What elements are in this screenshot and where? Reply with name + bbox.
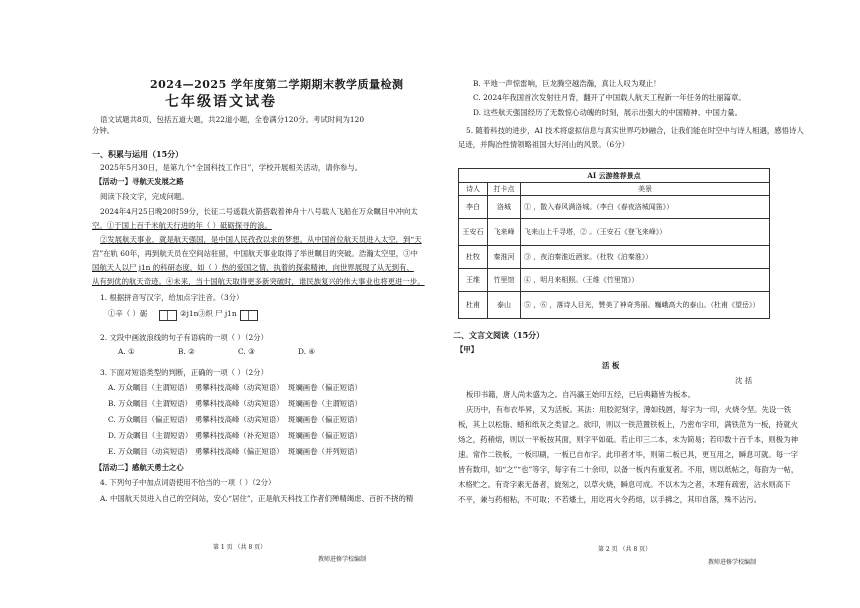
q4-option-b[interactable]: B. 平地一声惊雷响，巨龙腾空越浩瀚，真让人叹为观止！ [473,79,661,88]
scene-cell[interactable]: ④ ，明月来相照。（王维《竹里馆》） [521,269,770,292]
q3-option-c-part-3: 斑斓画卷（偏正短语） [288,415,362,424]
classical-line-7: 木格贮之。有奇字素无备者，旋刻之，以草火烧，瞬息可成。不以木为之者，木理有疏密，沾水则高下 [458,480,791,489]
q3-option-b-part-2: 勇攀科技高峰（动宾短语） [195,399,284,408]
q4-option-c[interactable]: C. 2024年我国首次发射往月背，翻开了中国载人航天工程新一年任务的壮丽篇章。 [473,93,746,102]
passage-line-2: 空。①于国上百千米航天行进的年（ ）砥砺探寻的浪。 [92,221,272,230]
poet-cell: 王维 [459,269,488,292]
question-3: 3. 下面对短语类型的判断，正确的一项（ ）（2分） [100,368,268,377]
q2-option-b[interactable]: B. ② [178,347,195,356]
q2-option-c[interactable]: C. ③ [238,347,255,356]
poet-cell: 李白 [459,196,488,219]
passage-line-3: ②发展航天事业，就是航天强国，是中国人民孜孜以求的梦想。从中国首位航天员进入太空，到“天 [100,235,422,244]
question-1: 1. 根据拼音写汉字，给加点字注音。（3分） [100,293,244,302]
q3-option-c-part-2: 勇攀科技高峰（动宾短语） [195,415,284,424]
table-row [459,196,770,219]
q3-option-e-part-3: 斑斓画卷（并列短语） [288,447,362,456]
question-5-line-2: 足迹，并陶冶性情领略祖国大好河山的风景。（6分） [458,140,629,149]
q2-option-a[interactable]: A. ① [118,347,135,356]
ai-tour-table [458,168,770,319]
spot-cell: 竹里馆 [488,269,521,292]
q3-option-c-part-1[interactable]: C. 万众瞩目（偏正短语） [108,415,192,424]
intro-line-2: 分钟。 [92,126,115,135]
page-right [430,0,860,608]
scene-cell[interactable]: ⑤ ，⑥ ，落诗人目光，赞美了神奇秀丽、巍峨高大的泰山。（杜甫《望岳》） [521,292,770,319]
q4-option-a[interactable]: A. 中国航天员进入自己的空间站，安心“居住”，正是航天科技工作者们殚精竭虑、百折不挠的精 [100,494,414,503]
activity-1-heading: 【活动一】寻航天发展之路 [95,177,184,186]
passage-author: 沈 括 [735,376,753,385]
poet-cell: 杜甫 [459,292,488,319]
passage-jia-label: 【甲】 [456,345,479,354]
page-footer-left: 第 1 页 （共 8 页） [213,544,267,551]
activity-prompt: 2025年5月30日，是第九个“全国科技工作日”，学校开展相关活动，请你参与。 [100,163,363,172]
table-row [459,292,770,319]
exam-title: 2024—2025 学年度第二学期期末教学质量检测 [150,78,404,91]
activity-2-heading: 【活动二】感航天勇士之心 [95,463,184,472]
passage-text-1: 2024年4月25日晚20时59分，长征二号遥载火箭搭载着神舟十八号载人飞船在万众瞩目中冲向太 [100,207,418,216]
classical-line-5: 速。常作二铁板，一板印刷，一板已自布字。此印者才毕，则第二板已具，更互用之，瞬息可就。每一字 [458,450,798,459]
q1-write-box-2[interactable] [240,310,258,321]
section-2-heading: 二、文言文阅读（15分） [453,330,545,340]
classical-line-8: 不平，兼与药相粘，不可取；不若燔土，用讫再火令药熔，以手拂之，其印自落，殊不沾污。 [458,495,762,504]
spot-cell: 洛城 [488,196,521,219]
q3-option-b-part-3: 斑斓画卷（主谓短语） [288,399,362,408]
table-header-poet: 诗人 [459,183,488,196]
q1-item-1: ①辛（ ）砺 [108,309,148,318]
question-4: 4. 下列句子中加点词语使用不恰当的一项（ ）（2分） [100,478,276,487]
scene-cell[interactable]: ③ ，夜泊秦淮近酒家。（杜牧《泊秦淮》） [521,246,770,269]
q3-option-a-part-2: 勇攀科技高峰（动宾短语） [195,383,284,392]
q1-item-2: ②j1n [180,309,199,318]
question-5-line-1: 5. 随着科技的进步，AI 技术将虚拟信息与真实世界巧妙融合，让我们能在时空中与诗人相遇，感悟诗人 [466,126,804,135]
q3-option-d-part-3: 斑斓画卷（偏正短语） [288,431,362,440]
q1-item-3: ③炽 尸 j1n [198,309,237,318]
page-footer-right: 第 2 页 （共 8 页） [598,546,652,553]
passage-line-6: 从有到优的航天奇迹。④未来，当十国航天取得更多新突破时，谁民族复兴的伟大事业也将更进一步。 [92,277,425,286]
q3-option-d-part-1[interactable]: D. 万众瞩目（主谓短语） [108,431,193,440]
spot-cell: 飞来峰 [488,219,521,246]
q3-option-e-part-2: 勇攀科技高峰（偏正短语） [195,447,284,456]
paper-title: 七年级语文试卷 [165,94,277,110]
classical-line-3: 板，其上以松脂、蜡和纸灰之类冒之。欲印，则以一铁范置铁板上，乃密布字印，满铁范为一板，持就火 [458,420,798,429]
footer-org-left: 教师进修学校编制 [318,556,367,563]
spot-cell: 泰山 [488,292,521,319]
table-row [459,246,770,269]
q3-option-a-part-3: 斑斓画卷（偏正短语） [288,383,362,392]
question-2: 2. 文段中画波浪线的句子有语病的一项（ ）（2分） [100,333,268,342]
q3-option-e-part-1[interactable]: E. 万众瞩目（动宾短语） [108,447,193,456]
poet-cell: 杜牧 [459,246,488,269]
q1-write-box-1[interactable] [159,310,177,321]
q2-option-d[interactable]: D. ④ [298,347,315,356]
passage-title: 活 板 [602,361,620,370]
classical-line-2: 庆历中，有布衣毕昇，又为活板。其法：用胶泥刻字，薄如钱唇，每字为一印，火烧令坚。先设一铁 [466,405,792,414]
table-header-spot: 打卡点 [488,183,521,196]
passage-line-1 [100,207,418,217]
q3-option-a-part-1[interactable]: A. 万众瞩目（主谓短语） [108,383,192,392]
poet-cell: 王安石 [459,219,488,246]
table-caption: AI 云游推荐景点 [459,169,770,183]
section-1-heading: 一、积累与运用（15分） [92,149,184,159]
passage-line-5: 国航天人以尸 j1n 的科研态度，如（ ）热的爱国之情，执着的探索精神，向世界展现了从无到有、 [92,263,414,272]
q3-option-d-part-2: 勇攀科技高峰（补充短语） [195,431,284,440]
spot-cell: 秦淮河 [488,246,521,269]
passage-line-4: 宫”在轨 60年，再到航天员在空间站驻留，中国航天事业取得了举世瞩目的突破。浩瀚太空里，③中 [92,249,418,258]
q3-option-b-part-1[interactable]: B. 万众瞩目（主谓短语） [108,399,193,408]
intro-line-1: 语文试题共8页，包括五道大题，共22道小题，全卷满分120分。考试时间为120 [100,115,365,124]
classical-line-1: 板印书籍，唐人尚未盛为之。自冯瀛王始印五经，已后典籍皆为板本。 [466,390,696,399]
scene-cell[interactable]: ① ，散入春风满洛城。（李白《春夜洛城闻笛》） [521,196,770,219]
footer-org-right: 教师进修学校编制 [708,559,757,566]
reading-tip: 阅读下段文字，完成问题。 [100,192,189,201]
table-header-scene: 美景 [521,183,770,196]
table-row [459,219,770,246]
q4-option-d[interactable]: D. 这些航天强国经历了无数惊心动魄的时刻，展示出强大的中国精神、中国力量。 [473,108,743,117]
classical-line-6: 皆有数印，如“之”“也”等字，每字有二十余印，以备一板内有重复者。不用，则以纸帖之，每韵为一帖， [458,465,799,474]
scene-cell[interactable]: 飞来山上千寻塔，② 。（王安石《登飞来峰》） [521,219,770,246]
table-row [459,269,770,292]
classical-line-4: 炀之，药稍熔，则以一平板按其面，则字平如砥。若止印三二本，未为简易；若印数十百千本，则极为神 [458,435,798,444]
